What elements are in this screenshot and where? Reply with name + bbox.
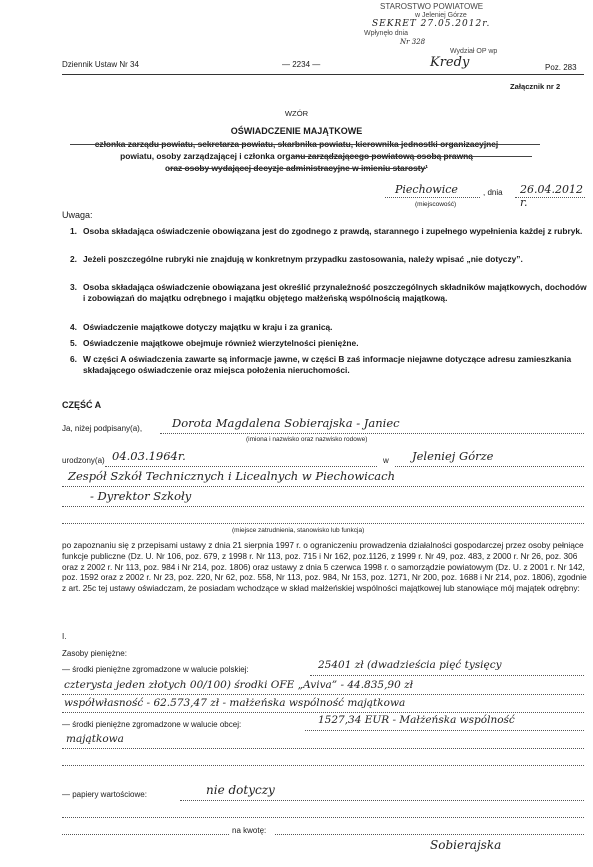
place-caption: (miejscowość)	[415, 201, 457, 208]
notice-item-3: 3. Osoba składająca oświadczenie obowiązana jest określić przynależność poszczególnych składników majątkowych, dochodów i zobowiązań do majątku odrębnego i majątku objętego małżeńską wspólnością majątkową.	[70, 282, 587, 303]
bottom-signature: Sobierajska	[430, 838, 502, 852]
workplace-caption: (miejsce zatrudnienia, stanowisko lub funkcja)	[232, 527, 365, 534]
pln-funds-label: — środki pieniężne zgromadzone w walucie polskiej:	[62, 665, 249, 674]
registration-stamp	[360, 2, 530, 58]
strike-line-1	[70, 144, 540, 145]
workplace-line-1: Zespół Szkół Technicznych i Licealnych w Piechowicach	[68, 469, 395, 483]
securities-line-2	[62, 817, 584, 818]
securities-line-1	[180, 800, 584, 801]
form-template-label: WZÓR	[284, 109, 309, 118]
birth-place: Jeleniej Górze	[412, 449, 494, 463]
title-subline-1: członka zarządu powiatu, sekretarza powiatu, skarbnika powiatu, kierownika jednostki organizacyjnej	[94, 139, 499, 149]
stamp-line-4: Wpłynęło dnia	[364, 30, 408, 37]
amount-line	[275, 834, 584, 835]
stamp-line-5: Nr 328	[400, 38, 426, 46]
born-label: urodzony(a)	[62, 456, 105, 465]
fx-line-3	[62, 765, 584, 766]
stamp-line-3: SEKRET 27.05.2012r.	[372, 19, 491, 29]
fx-funds-value-1: 1527,34 EUR - Małżeńska wspólność	[318, 714, 515, 726]
strike-line-2	[292, 156, 532, 157]
page-number: — 2234 —	[282, 60, 321, 69]
legal-basis-text: po zapoznaniu się z przepisami ustawy z dnia 21 sierpnia 1997 r. o ograniczeniu prowadzenia działalności gospodarczej przez osoby pełniące funkcje publiczne (Dz. U. Nr 106, poz. 679, z 1998 r. Nr 113, poz. 715 i Nr 162, poz.1126, z 1999 r. Nr 49, poz. 483, z 2000 r. Nr 26, poz. 306 oraz z 2002 r. Nr 113, poz. 984 i Nr 214, poz. 1806) oraz ustawy z dnia 5 czerwca 1998 r. o samorządzie powiatowym (Dz. U. z 2001 r. Nr 142, poz. 1592 oraz z 2002 r. Nr 23, poz. 220, Nr 62, poz. 558, Nr 113, poz. 984, Nr 153, poz. 1271, Nr 200, poz. 1688 i Nr 214, poz. 1806), zgodnie z art. 25c tej ustawy oświadczam, że posiadam wchodzące w skład małżeńskiej wspólności majątkowej lub stanowiące mój majątek odrębny:	[62, 540, 587, 594]
fx-line-1	[305, 730, 584, 731]
fx-line-2	[62, 748, 584, 749]
pln-line-2	[62, 694, 584, 695]
section-1-numeral: I.	[62, 632, 67, 641]
workplace-rule-3	[62, 523, 584, 524]
workplace-rule-2	[62, 506, 584, 507]
amount-label: na kwotę:	[232, 826, 267, 835]
notice-item-6: 6. W części A oświadczenia zawarte są informacje jawne, w części B zaś informacje niejawne dotyczące adresu zamieszkania składającego oświadczenie oraz miejsca położenia nieruchomości.	[70, 354, 572, 375]
birth-date-line	[105, 466, 377, 467]
declarant-name: Dorota Magdalena Sobierajska - Janiec	[172, 416, 400, 430]
stamp-line-6: Wydział OP wp	[450, 48, 498, 55]
date-value: 26.04.2012 r.	[520, 183, 583, 209]
position-number: Poz. 283	[545, 63, 577, 72]
place-line	[385, 197, 480, 198]
section-1-heading: Zasoby pieniężne:	[62, 649, 127, 658]
birth-place-line	[395, 466, 584, 467]
notice-item-5: 5. Oświadczenie majątkowe obejmuje również wierzytelności pieniężne.	[70, 338, 359, 348]
name-caption: (imiona i nazwisko oraz nazwisko rodowe)	[246, 436, 368, 443]
fx-funds-label: — środki pieniężne zgromadzone w walucie obcej:	[62, 720, 242, 729]
stamp-line-2: w Jeleniej Górze	[415, 12, 467, 19]
stamp-line-1: STAROSTWO POWIATOWE	[380, 2, 484, 11]
workplace-line-2: - Dyrektor Szkoły	[90, 489, 192, 503]
pln-funds-value-2: czterysta jeden złotych 00/100) środki OFE „Aviva” - 44.835,90 zł	[64, 679, 414, 691]
annex-label: Załącznik nr 2	[510, 82, 561, 91]
securities-label: — papiery wartościowe:	[62, 790, 147, 799]
notice-item-4: 4. Oświadczenie majątkowe dotyczy majątku w kraju i za granicą.	[70, 322, 333, 332]
header-rule	[62, 74, 584, 75]
pln-funds-value-3: współwłasność - 62.573,47 zł - małżeńska wspólność majątkowa	[64, 697, 406, 709]
date-label: , dnia	[483, 188, 503, 197]
top-signature: Kredy	[430, 55, 470, 70]
document-title: OŚWIADCZENIE MAJĄTKOWE	[230, 126, 363, 136]
title-subline-2: powiatu, osoby zarządzającej i członka organu zarządzającego powiatową osobą prawną	[120, 151, 473, 161]
born-in-label: w	[383, 456, 389, 465]
name-line	[160, 433, 584, 434]
declarant-label: Ja, niżej podpisany(a),	[62, 424, 143, 433]
notice-item-2: 2. Jeżeli poszczególne rubryki nie znajdują w konkretnym przypadku zastosowania, należy wpisać „nie dotyczy”.	[70, 254, 523, 264]
place-value: Piechowice	[395, 183, 458, 196]
strike-line-3	[168, 168, 426, 169]
pln-line-1	[310, 675, 584, 676]
notice-item-1: 1. Osoba składająca oświadczenie obowiązana jest do zgodnego z prawdą, starannego i zupełnego wypełnienia każdej z rubryk.	[70, 226, 583, 236]
birth-date: 04.03.1964r.	[112, 449, 186, 463]
amount-leading-line	[62, 834, 229, 835]
title-subline-3: oraz osoby wydającej decyzje administracyjne w imieniu starosty¹	[165, 163, 428, 173]
securities-value: nie dotyczy	[206, 783, 275, 797]
notice-heading: Uwaga:	[62, 210, 93, 220]
pln-line-3	[62, 712, 584, 713]
pln-funds-value-1: 25401 zł (dwadzieścia pięć tysięcy	[318, 659, 502, 671]
workplace-rule-1	[62, 486, 584, 487]
date-line	[515, 197, 585, 198]
journal-title: Dziennik Ustaw Nr 34	[62, 60, 139, 69]
fx-funds-value-2: majątkowa	[66, 733, 124, 745]
part-a-heading: CZĘŚĆ A	[62, 400, 102, 410]
